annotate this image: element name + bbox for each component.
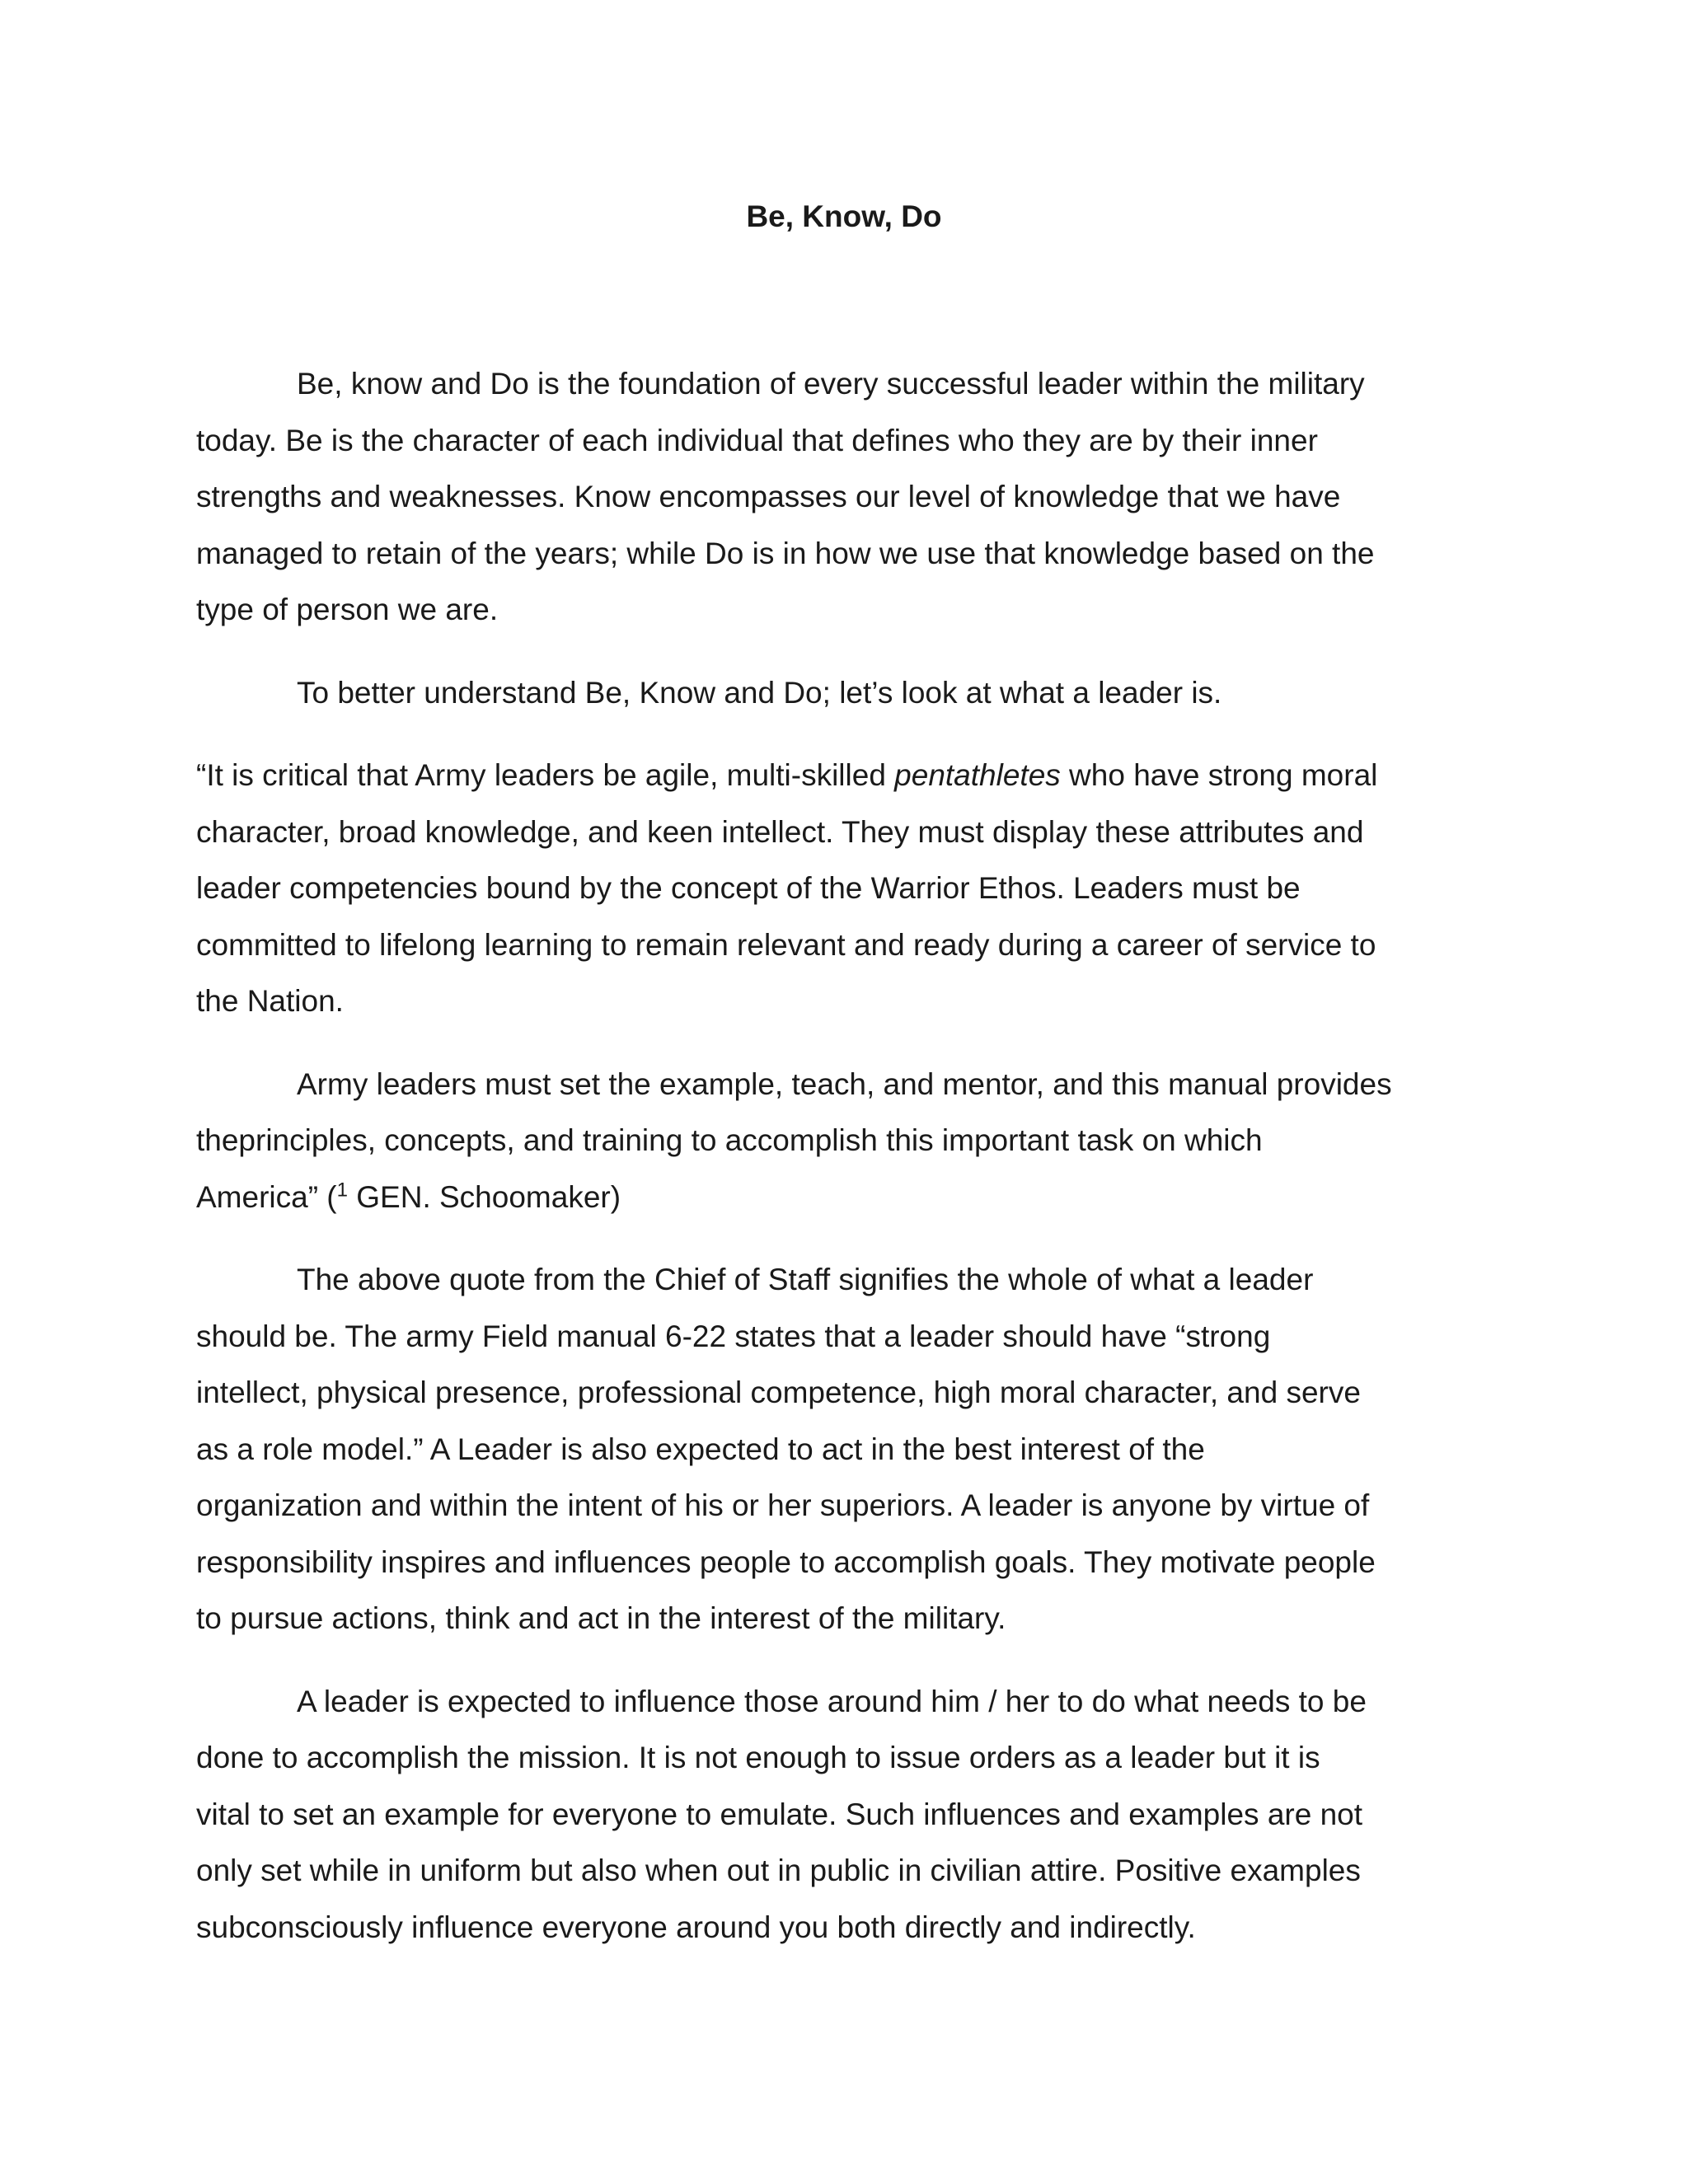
paragraph-line: theprinciples, concepts, and training to accomplish this important task on which <box>196 1123 1263 1157</box>
paragraph-line: today. Be is the character of each individual that defines who they are by their inner <box>196 423 1318 457</box>
paragraph-line: organization and within the intent of his or her superiors. A leader is anyone by virtue of <box>196 1488 1370 1522</box>
footnote-marker: 1 <box>336 1179 348 1202</box>
paragraph-line: The above quote from the Chief of Staff signifies the whole of what a leader <box>297 1263 1314 1296</box>
paragraph-line: managed to retain of the years; while Do is in how we use that knowledge based on the <box>196 536 1375 570</box>
quote-continuation-paragraph <box>196 1057 1498 1226</box>
quote-line-start: “It is critical that Army leaders be agile, multi-skilled <box>196 758 895 792</box>
paragraph-line: subconsciously influence everyone around you both directly and indirectly. <box>196 1910 1196 1944</box>
paragraph-line: Be, know and Do is the foundation of every successful leader within the military <box>297 367 1365 401</box>
paragraph-line: To better understand Be, Know and Do; let’s look at what a leader is. <box>297 675 1222 710</box>
paragraph-6 <box>196 1674 1498 1957</box>
paragraph-line: intellect, physical presence, professional competence, high moral character, and serve <box>196 1376 1361 1409</box>
paragraph-line: should be. The army Field manual 6-22 states that a leader should have “strong <box>196 1319 1271 1353</box>
paragraph-line: done to accomplish the mission. It is not enough to issue orders as a leader but it is <box>196 1741 1320 1774</box>
citation-author: GEN. Schoomaker) <box>347 1179 621 1214</box>
quote-paragraph <box>196 748 1498 1030</box>
paragraph-line: leader competencies bound by the concept of the Warrior Ethos. Leaders must be <box>196 871 1301 905</box>
paragraph-line: Army leaders must set the example, teach, and mentor, and this manual provides <box>297 1066 1392 1101</box>
quote-line-end: who have strong moral <box>1060 758 1378 792</box>
paragraph-line: to pursue actions, think and act in the interest of the military. <box>196 1601 1006 1635</box>
paragraph-line <box>196 748 1498 804</box>
paragraph-line <box>196 1169 1498 1226</box>
paragraph-line: character, broad knowledge, and keen intellect. They must display these attributes and <box>196 814 1364 849</box>
italic-term: pentathletes <box>894 758 1061 792</box>
paragraph-line: as a role model.” A Leader is also expected to act in the best interest of the <box>196 1432 1205 1466</box>
paragraph-2 <box>196 665 1498 722</box>
paragraph-line: A leader is expected to influence those around him / her to do what needs to be <box>297 1684 1367 1718</box>
paragraph-line: only set while in uniform but also when out in public in civilian attire. Positive examples <box>196 1854 1361 1887</box>
document-title: Be, Know, Do <box>746 199 942 233</box>
citation-start: America” ( <box>196 1179 337 1214</box>
paragraph-line: responsibility inspires and influences people to accomplish goals. They motivate people <box>196 1544 1376 1579</box>
paragraph-5 <box>196 1252 1498 1647</box>
paragraph-1 <box>196 356 1498 639</box>
paragraph-line: strengths and weaknesses. Know encompasses our level of knowledge that we have <box>196 480 1341 513</box>
paragraph-line: type of person we are. <box>196 593 499 626</box>
paragraph-line: the Nation. <box>196 984 344 1018</box>
paragraph-line: committed to lifelong learning to remain relevant and ready during a career of service to <box>196 927 1376 962</box>
document-body <box>196 356 1498 1982</box>
paragraph-line: vital to set an example for everyone to emulate. Such influences and examples are not <box>196 1797 1363 1831</box>
